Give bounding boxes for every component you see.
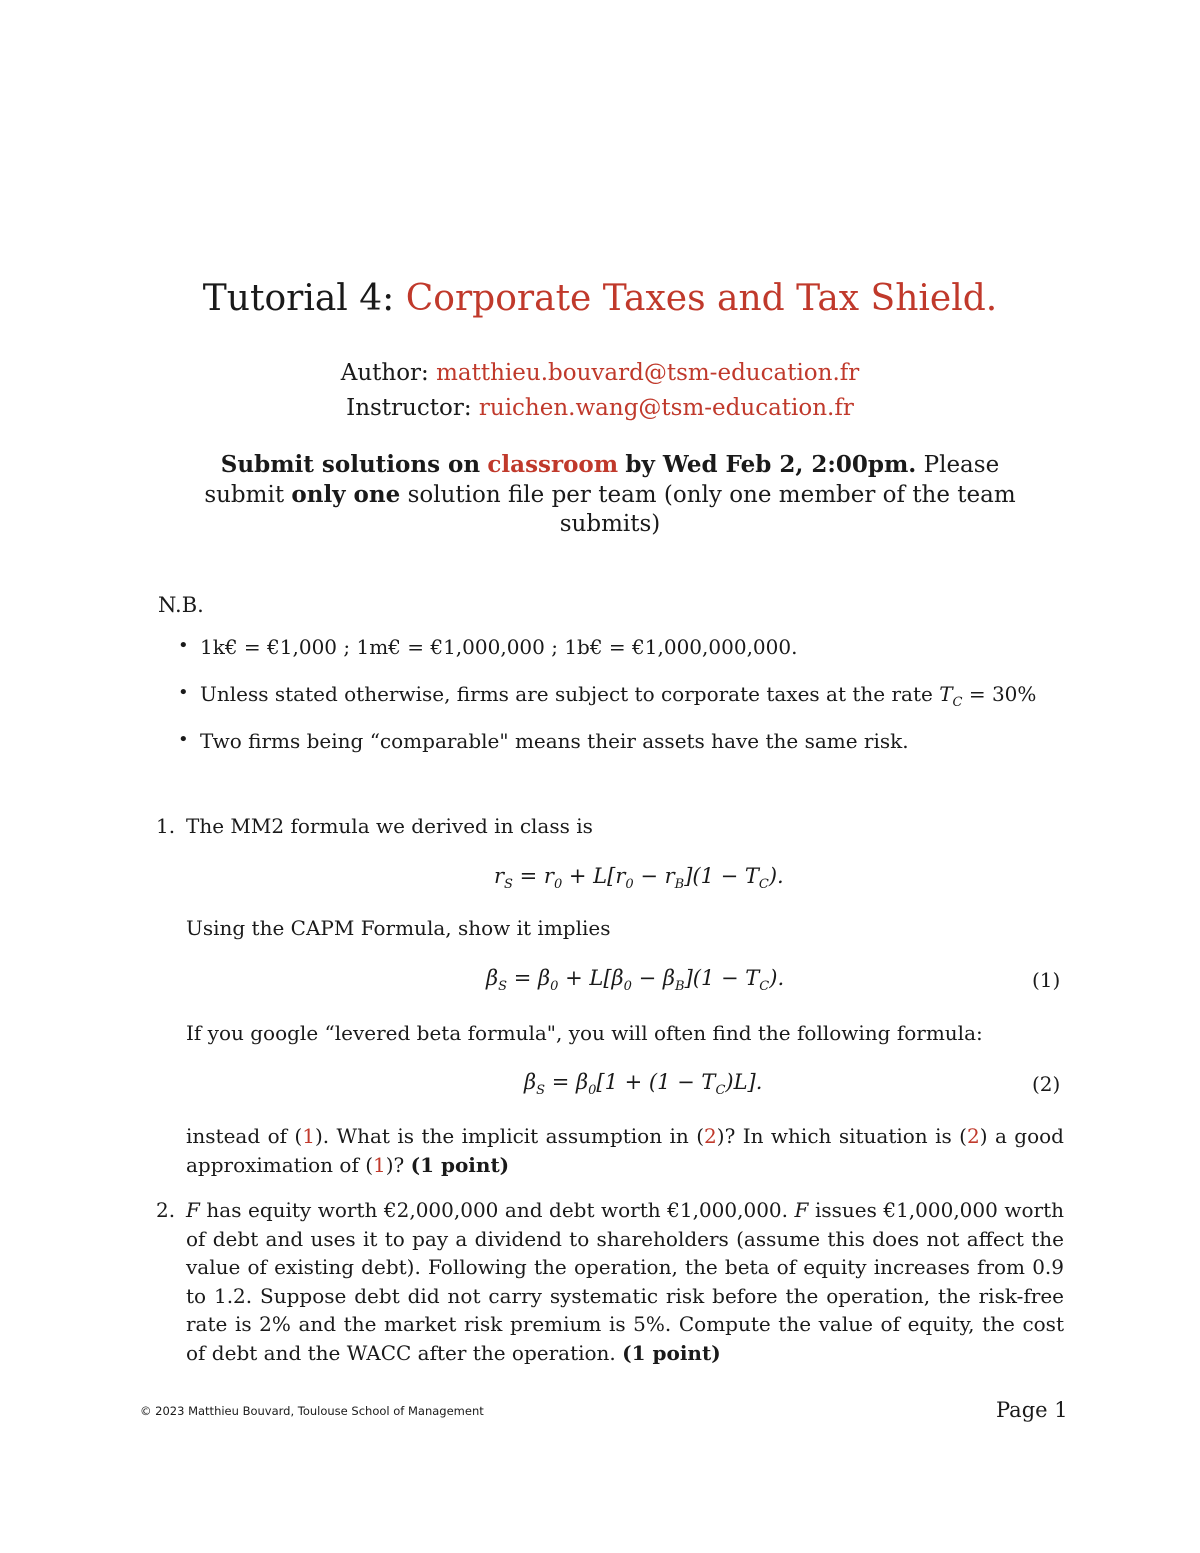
submission-instructions [180,450,1040,539]
question-number: 2. [156,1198,176,1222]
equation-tag-1: (1) [1032,968,1061,992]
author-label: Author: [340,360,437,386]
points-label: (1 point) [622,1340,721,1365]
levered-beta-equation: $\beta_S = \beta_0 + L[\beta_0 - \beta_B](1 - T_C)$. [486,966,785,995]
question-text: issues €1,000,000 worth of debt and uses it to pay a dividend to shareholders (assume this does not affect the value of existing debt). Following the operation, the beta of equity increases from 0.9 to 1.2. Suppose debt did not carry systematic risk before the operation, the risk-free rate is 2% and the market risk premium is 5%. Compute the value of equity, the cost of debt and the WACC after the operation. [186,1198,1065,1365]
question-1-intro [156,812,1064,841]
firm-variable: F [794,1198,809,1222]
instructor-email-link[interactable]: ruichen.wang@tsm-education.fr [478,395,854,421]
footer-copyright: © 2023 Matthieu Bouvard, Toulouse School of Management [140,1404,484,1418]
nb-list [178,635,1036,776]
author-email-link[interactable]: matthieu.bouvard@tsm-education.fr [436,360,860,386]
bullet-text: Unless stated otherwise, firms are subject to corporate taxes at the rate [200,682,933,706]
approx-beta-equation: $\beta_S = \beta_0[1 + (1 - T_C)L]$. [524,1070,763,1099]
instructor-label: Instructor: [346,395,479,421]
firm-variable: F [186,1198,200,1222]
author-line [0,360,1200,386]
eq-ref-link[interactable]: 2 [966,1124,980,1148]
eq-ref-link[interactable]: 2 [704,1124,717,1148]
text: )? [385,1152,405,1177]
nb-label: N.B. [158,593,204,617]
text: ). What is the implicit assumption in ( [314,1124,705,1148]
classroom-link[interactable]: classroom [487,451,619,478]
title-main: Corporate Taxes and Tax Shield. [405,278,998,319]
tax-symbol: $T_C$ [939,682,963,710]
google-text: If you google “levered beta formula", you will often find the following formula: [186,1021,983,1045]
question-text: has equity worth €2,000,000 and debt worth €1,000,000. [206,1198,789,1222]
list-item [178,635,1036,682]
capm-text: Using the CAPM Formula, show it implies [186,916,611,940]
text: instead of ( [186,1124,303,1148]
eq-ref-link[interactable]: 1 [302,1124,315,1148]
submit-text: Please submit [204,452,1000,508]
bullet-text: 1k€ = €1,000 ; 1m€ = €1,000,000 ; 1b€ = €1,000,000,000. [200,635,798,659]
submit-text-bold: Submit solutions on [220,451,481,478]
question-text: The MM2 formula we derived in class is [186,814,593,838]
list-item [178,682,1036,729]
deadline-text: by Wed Feb 2, 2:00pm. [625,451,917,478]
only-one-emphasis: only one [291,481,401,508]
eq-ref-link[interactable]: 1 [373,1152,386,1177]
question-number: 1. [156,814,176,838]
text: )? In which situation is ( [716,1124,967,1148]
instructor-line [0,395,1200,421]
points-label: (1 point) [410,1152,510,1177]
list-item [178,729,1036,776]
question-1-prompt [186,1122,1064,1179]
mm2-equation: $r_S = r_0 + L[r_0 - r_B](1 - T_C)$. [494,864,784,893]
page-title [0,278,1200,319]
title-prefix: Tutorial 4: [202,278,406,319]
page-number: Page 1 [996,1398,1068,1422]
bullet-text: Two firms being “comparable" means their assets have the same risk. [200,729,909,753]
submit-text-rest: solution file per team (only one member of the team submits) [407,482,1016,537]
tax-rate: = 30% [968,682,1037,706]
equation-tag-2: (2) [1032,1072,1061,1096]
text: ) a good approximation of ( [186,1124,1064,1177]
question-2 [156,1196,1065,1367]
